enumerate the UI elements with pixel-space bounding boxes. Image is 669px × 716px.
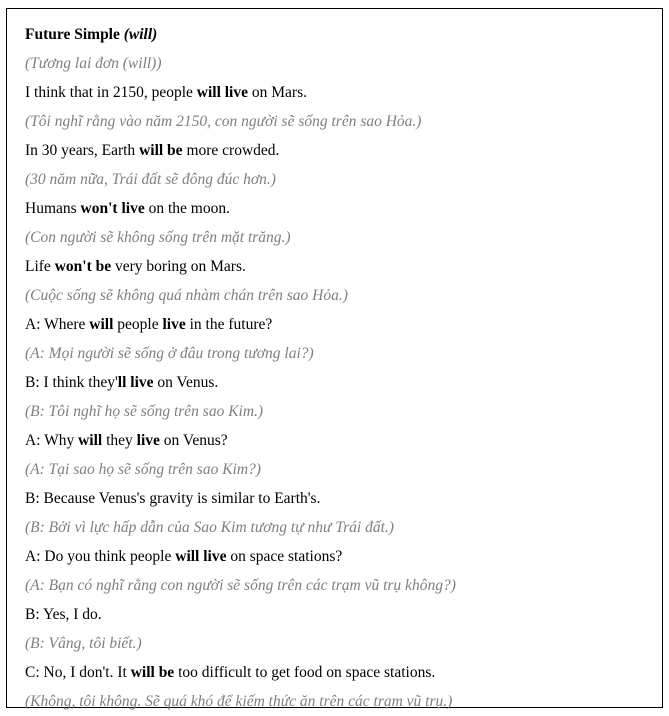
text-segment: they xyxy=(102,432,137,449)
text-segment: (Cuộc sống sẽ không quá nhàm chán trên sao Hỏa.) xyxy=(25,287,348,304)
vietnamese-translation xyxy=(25,107,654,136)
text-segment: too difficult to get food on space stations. xyxy=(174,664,436,681)
highlighted-verb: will live xyxy=(196,84,248,101)
text-segment: on Mars. xyxy=(248,84,307,101)
text-segment: in the future? xyxy=(185,316,273,333)
text-segment: more crowded. xyxy=(182,142,280,159)
english-sentence xyxy=(25,310,654,339)
text-lines xyxy=(25,20,654,716)
highlighted-verb: will live xyxy=(175,548,227,565)
text-segment: B: I think they' xyxy=(25,374,118,391)
english-sentence xyxy=(25,252,654,281)
text-segment: C: No, I don't. It xyxy=(25,664,131,681)
text-segment: (B: Vâng, tôi biết.) xyxy=(25,635,142,652)
text-segment: (30 năm nữa, Trái đất sẽ đông đúc hơn.) xyxy=(25,171,276,188)
text-segment: (Tôi nghĩ rằng vào năm 2150, con người sẽ sống trên sao Hỏa.) xyxy=(25,113,422,130)
text-segment: on Venus. xyxy=(153,374,219,391)
text-segment: A: Where xyxy=(25,316,90,333)
text-segment: on the moon. xyxy=(144,200,230,217)
text-segment: people xyxy=(113,316,163,333)
text-segment: (B: Bởi vì lực hấp dẫn của Sao Kim tương tự như Trái đất.) xyxy=(25,519,394,536)
english-sentence xyxy=(25,194,654,223)
english-sentence xyxy=(25,136,654,165)
vietnamese-translation xyxy=(25,397,654,426)
text-segment: B: Because Venus's gravity is similar to Earth's. xyxy=(25,490,321,507)
section-title xyxy=(25,20,654,49)
text-segment: (A: Tại sao họ sẽ sống trên sao Kim?) xyxy=(25,461,261,478)
text-segment: (A: Bạn có nghĩ rằng con người sẽ sống trên các trạm vũ trụ không?) xyxy=(25,577,456,594)
text-segment: A: Why xyxy=(25,432,79,449)
text-segment: Life xyxy=(25,258,55,275)
vietnamese-translation xyxy=(25,629,654,658)
vietnamese-translation xyxy=(25,571,654,600)
text-segment: (Con người sẽ không sống trên mặt trăng.) xyxy=(25,229,291,246)
vietnamese-translation xyxy=(25,281,654,310)
text-segment: (A: Mọi người sẽ sống ở đâu trong tương lai?) xyxy=(25,345,314,362)
highlighted-verb: ll live xyxy=(117,374,154,391)
english-sentence xyxy=(25,600,654,629)
highlighted-verb: will be xyxy=(130,664,175,681)
vietnamese-translation xyxy=(25,165,654,194)
text-segment: very boring on Mars. xyxy=(111,258,246,275)
highlighted-verb: Future Simple xyxy=(25,26,124,43)
text-segment: (Không, tôi không. Sẽ quá khó để kiếm thức ăn trên các trạm vũ trụ.) xyxy=(25,693,453,710)
vietnamese-translation xyxy=(25,513,654,542)
highlighted-verb: live xyxy=(136,432,160,449)
highlighted-verb: will xyxy=(89,316,114,333)
english-sentence xyxy=(25,542,654,571)
text-segment: on Venus? xyxy=(159,432,228,449)
highlighted-verb: will be xyxy=(139,142,183,159)
text-segment: A: Do you think people xyxy=(25,548,176,565)
highlighted-verb: (will) xyxy=(123,26,158,43)
english-sentence xyxy=(25,426,654,455)
text-segment: I think that in 2150, people xyxy=(25,84,197,101)
text-segment: (Tương lai đơn (will)) xyxy=(25,55,162,72)
text-segment: on space stations? xyxy=(226,548,343,565)
english-sentence xyxy=(25,368,654,397)
text-segment: B: Yes, I do. xyxy=(25,606,102,623)
text-segment: Humans xyxy=(25,200,81,217)
highlighted-verb: won't be xyxy=(54,258,112,275)
text-segment: In 30 years, Earth xyxy=(25,142,140,159)
vietnamese-translation xyxy=(25,49,654,78)
vietnamese-translation xyxy=(25,455,654,484)
english-sentence xyxy=(25,78,654,107)
english-sentence xyxy=(25,484,654,513)
highlighted-verb: won't live xyxy=(80,200,145,217)
highlighted-verb: live xyxy=(162,316,186,333)
text-segment: (B: Tôi nghĩ họ sẽ sống trên sao Kim.) xyxy=(25,403,264,420)
vietnamese-translation xyxy=(25,339,654,368)
vietnamese-translation xyxy=(25,223,654,252)
highlighted-verb: will xyxy=(78,432,103,449)
english-sentence xyxy=(25,658,654,687)
document-frame xyxy=(6,8,663,708)
